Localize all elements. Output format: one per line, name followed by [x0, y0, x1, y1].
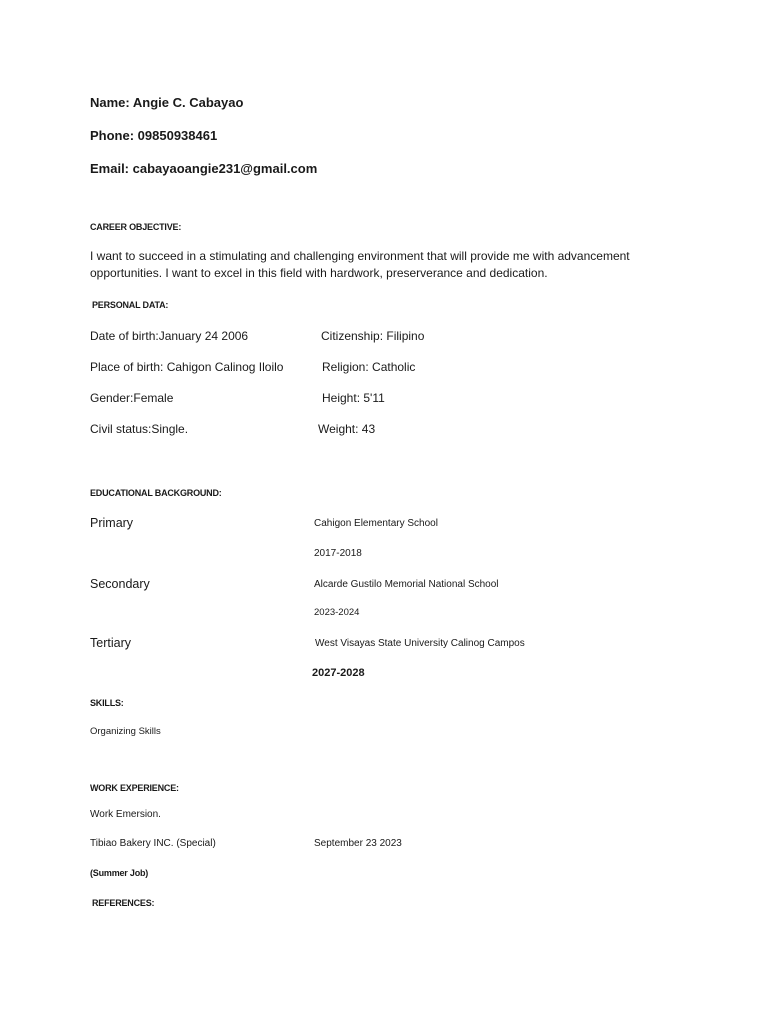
skills-heading: SKILLS: [90, 698, 124, 708]
work-experience-heading: WORK EXPERIENCE: [90, 783, 179, 793]
work-item: Work Emersion. [90, 809, 161, 820]
secondary-school: Alcarde Gustilo Memorial National School [314, 579, 499, 590]
gender: Gender:Female [90, 391, 174, 405]
skill-item: Organizing Skills [90, 726, 161, 737]
tertiary-label: Tertiary [90, 636, 131, 650]
work-date: September 23 2023 [314, 838, 402, 849]
work-employer: Tibiao Bakery INC. (Special) [90, 838, 216, 849]
primary-year: 2017-2018 [314, 548, 362, 559]
height: Height: 5'11 [322, 391, 385, 405]
secondary-label: Secondary [90, 577, 150, 591]
civil-status: Civil status:Single. [90, 422, 189, 436]
primary-school: Cahigon Elementary School [314, 518, 438, 529]
email-line: Email: cabayaoangie231@gmail.com [90, 161, 318, 176]
religion: Religion: Catholic [322, 360, 416, 374]
education-heading: EDUCATIONAL BACKGROUND: [90, 488, 222, 498]
date-of-birth: Date of birth:January 24 2006 [90, 329, 249, 343]
citizenship: Citizenship: Filipino [321, 329, 425, 343]
weight: Weight: 43 [318, 422, 376, 436]
references-heading: REFERENCES: [92, 898, 155, 908]
personal-data-heading: PERSONAL DATA: [92, 300, 169, 310]
tertiary-year: 2027-2028 [312, 667, 365, 679]
career-objective-text: I want to succeed in a stimulating and challenging environment that will provide me with advancement opportunities. I want to excel in this field with hardwork, preserverance and dedication. [90, 249, 630, 280]
work-note: (Summer Job) [90, 868, 149, 878]
primary-label: Primary [90, 516, 134, 530]
career-objective-heading: CAREER OBJECTIVE: [90, 222, 182, 232]
secondary-year: 2023-2024 [314, 607, 360, 618]
place-of-birth: Place of birth: Cahigon Calinog Iloilo [90, 360, 284, 374]
tertiary-school: West Visayas State University Calinog Campos [315, 638, 525, 649]
name-line: Name: Angie C. Cabayao [90, 95, 244, 110]
phone-line: Phone: 09850938461 [90, 128, 218, 143]
